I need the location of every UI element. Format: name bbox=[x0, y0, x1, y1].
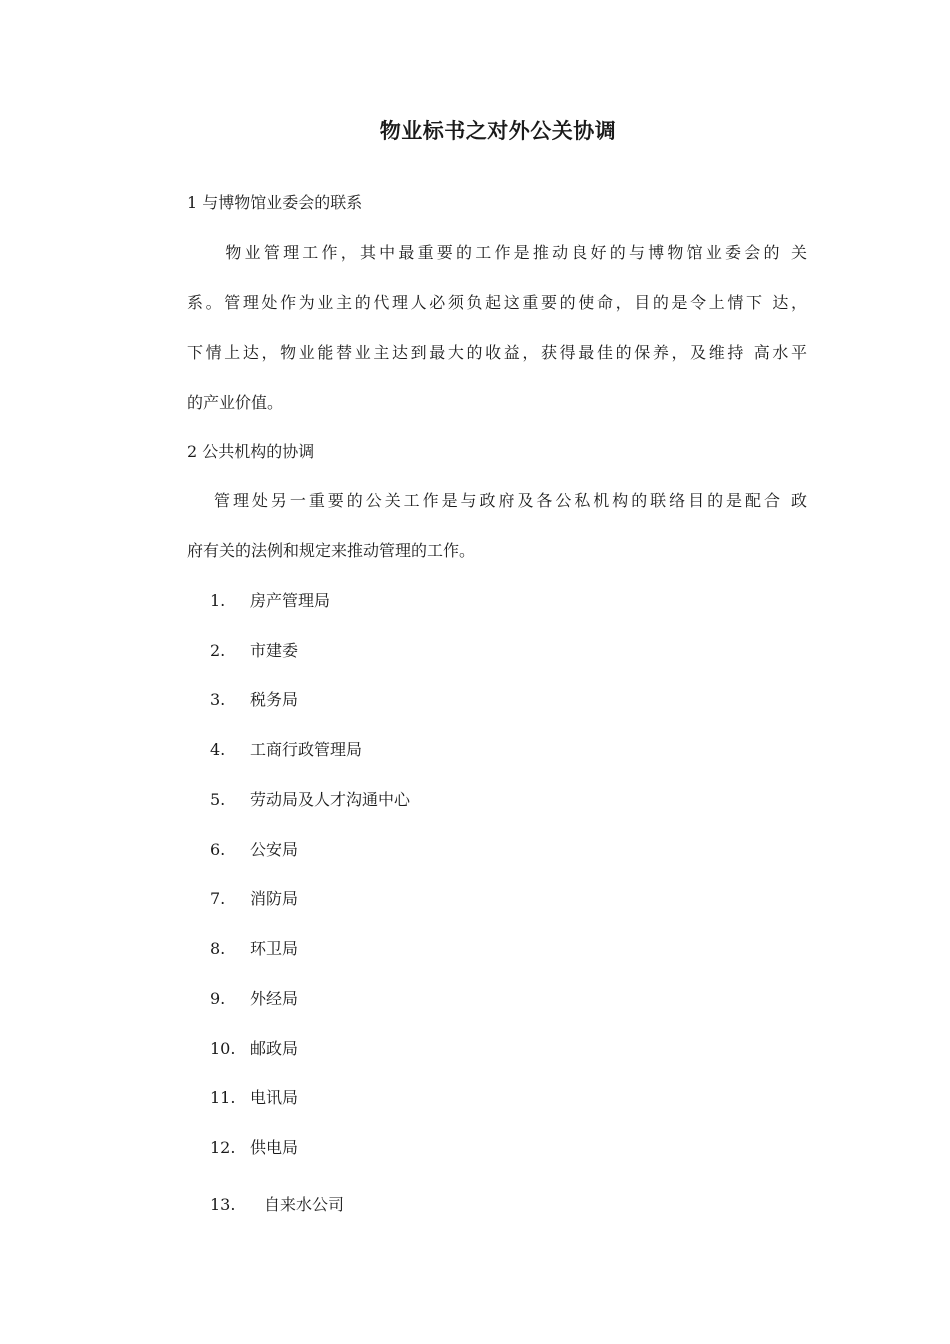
paragraph-line: 府有关的法例和规定来推动管理的工作。 bbox=[187, 541, 476, 560]
list-item-number: 10. bbox=[210, 1039, 236, 1058]
list-item bbox=[210, 886, 298, 912]
section-2-paragraph bbox=[187, 476, 807, 576]
list-item-text: 公安局 bbox=[250, 840, 299, 859]
section-1-heading: 1 与博物馆业委会的联系 bbox=[187, 193, 363, 212]
section-1-paragraph bbox=[187, 228, 807, 428]
list-item-text: 自来水公司 bbox=[264, 1195, 345, 1214]
list-item-text: 电讯局 bbox=[250, 1088, 299, 1107]
list-item-number: 6. bbox=[210, 840, 226, 859]
paragraph-line: 系。管理处作为业主的代理人必须负起这重要的使命，目的是令上情下 达， bbox=[187, 293, 807, 312]
list-item bbox=[210, 1192, 344, 1218]
list-item-number: 4. bbox=[210, 740, 226, 759]
list-item-number: 11. bbox=[210, 1088, 236, 1107]
list-item-number: 5. bbox=[210, 790, 226, 809]
list-item-number: 2. bbox=[210, 641, 226, 660]
list-item-text: 市建委 bbox=[250, 641, 299, 660]
list-item bbox=[210, 837, 298, 863]
list-item bbox=[210, 638, 298, 664]
list-item bbox=[210, 986, 298, 1012]
list-item bbox=[210, 588, 330, 614]
list-item bbox=[210, 787, 410, 813]
paragraph-line: 下情上达，物业能替业主达到最大的收益，获得最佳的保养，及维持 高水平 bbox=[187, 343, 807, 362]
list-item-number: 12. bbox=[210, 1138, 236, 1157]
list-item-number: 9. bbox=[210, 989, 226, 1008]
list-item-number: 13. bbox=[210, 1195, 236, 1214]
paragraph-line: 物业管理工作，其中最重要的工作是推动良好的与博物馆业委会的 关 bbox=[187, 243, 807, 262]
list-item-text: 外经局 bbox=[250, 989, 299, 1008]
list-item-number: 8. bbox=[210, 939, 226, 958]
list-item-text: 劳动局及人才沟通中心 bbox=[250, 790, 411, 809]
list-item-number: 3. bbox=[210, 690, 226, 709]
paragraph-line: 管理处另一重要的公关工作是与政府及各公私机构的联络目的是配合 政 bbox=[187, 491, 807, 510]
list-item-text: 环卫局 bbox=[250, 939, 299, 958]
document-title: 物业标书之对外公关协调 bbox=[379, 119, 617, 143]
list-item bbox=[210, 687, 298, 713]
section-2-heading: 2 公共机构的协调 bbox=[187, 442, 315, 461]
list-item bbox=[210, 737, 362, 763]
list-item-text: 房产管理局 bbox=[250, 591, 331, 610]
list-item bbox=[210, 1036, 298, 1062]
list-item bbox=[210, 936, 298, 962]
list-item-number: 7. bbox=[210, 889, 226, 908]
list-item bbox=[210, 1135, 298, 1161]
list-item-number: 1. bbox=[210, 591, 226, 610]
list-item-text: 工商行政管理局 bbox=[250, 740, 363, 759]
list-item-text: 消防局 bbox=[250, 889, 299, 908]
list-item bbox=[210, 1085, 298, 1111]
list-item-text: 税务局 bbox=[250, 690, 299, 709]
list-item-text: 邮政局 bbox=[250, 1039, 299, 1058]
list-item-text: 供电局 bbox=[250, 1138, 299, 1157]
paragraph-line: 的产业价值。 bbox=[187, 393, 284, 412]
